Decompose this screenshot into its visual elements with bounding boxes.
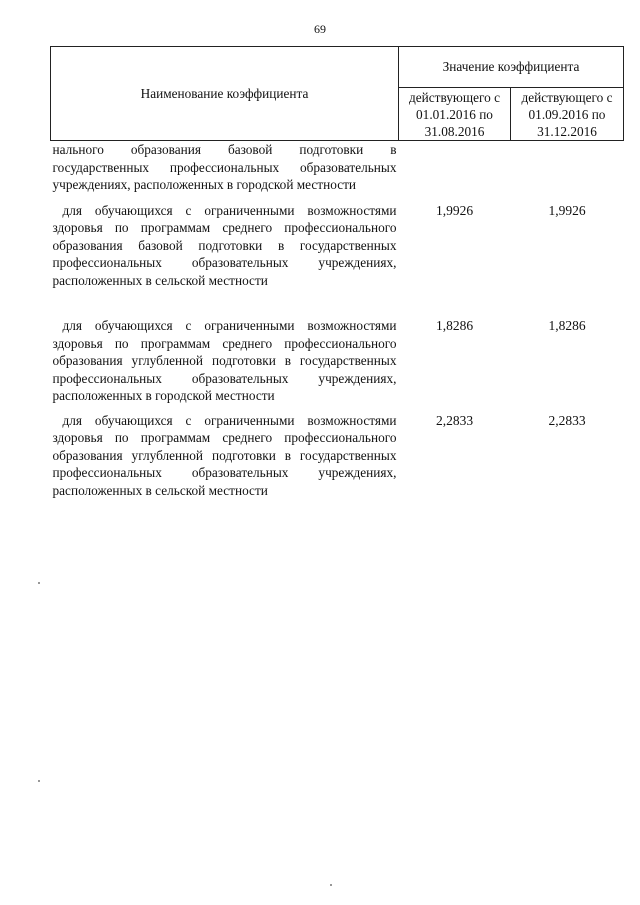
coefficient-name-cell <box>51 141 399 202</box>
header-value-period-1: действующего с 01.01.2016 по 31.08.2016 <box>399 88 511 141</box>
header-coefficient-name: Наименование коэффициента <box>51 47 399 141</box>
value-period-2 <box>511 141 624 202</box>
scan-speck <box>38 780 40 782</box>
coefficient-name: для обучающихся с ограниченными возможностями здоровья по программам среднего профессионального образования углубленной подготовки в государственных профессиональных образовательных учреждениях, расположенных в сельской местности <box>52 412 397 498</box>
coefficient-table <box>50 46 624 499</box>
table-header <box>51 47 624 141</box>
value-period-1: 2,2833 <box>435 412 474 428</box>
coefficient-name-cell <box>51 317 399 412</box>
value-period-1: 1,9926 <box>435 202 474 218</box>
table-body <box>51 141 624 500</box>
table-row <box>51 412 624 500</box>
coefficient-name-cell <box>51 412 399 500</box>
header-coefficient-value: Значение коэффициента <box>399 47 624 88</box>
table-row <box>51 202 624 318</box>
scan-speck <box>330 884 332 886</box>
value-period-2: 2,2833 <box>548 412 586 428</box>
coefficient-name: для обучающихся с ограниченными возможностями здоровья по программам среднего профессионального образования углубленной подготовки в государственных профессиональных образовательных учреждениях, расположенных в городской местности <box>52 318 397 403</box>
value-period-1 <box>399 141 511 202</box>
value-period-1: 1,8286 <box>435 318 474 333</box>
table-row <box>51 317 624 412</box>
table-row <box>51 141 624 202</box>
coefficient-name: нального образования базовой подготовки в государственных профессиональных образовательных учреждениях, расположенных в городской местности <box>52 142 397 192</box>
page-number: 69 <box>314 22 326 36</box>
scan-speck <box>38 582 40 584</box>
coefficient-name: для обучающихся с ограниченными возможностями здоровья по программам среднего профессионального образования базовой подготовки в государственных профессиональных образовательных учреждениях, расположенных в сельской местности <box>52 202 397 288</box>
coefficient-name-cell <box>51 202 399 318</box>
value-period-2: 1,8286 <box>548 318 586 333</box>
header-value-period-2: действующего с 01.09.2016 по 31.12.2016 <box>511 88 624 141</box>
value-period-2: 1,9926 <box>548 202 586 218</box>
